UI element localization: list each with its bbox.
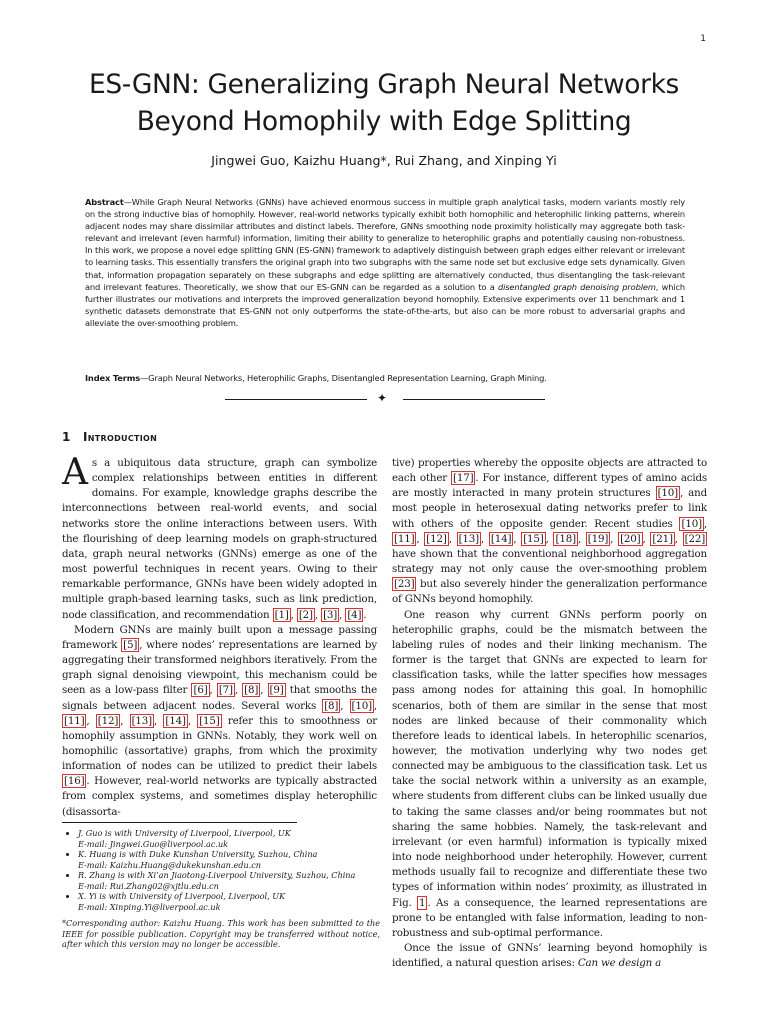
intro-paragraph-2: Modern GNNs are mainly built upon a message passing framework [5] , where nodes’ representations are learned by aggregating their transformed neighbors iteratively. From the graph signal denoising viewpoint, this mechanism could be seen as a low-pass filter [6] , [7] , [8] , [9] that smooths the signals between adjacent nodes. Several works [8] , [10] , [11] , [12] , [13] , [14] , [15] refer this to smoothness or homophily assumption in GNNs. Notably, they work well on homophilic (assortative) graphs, from which the proximity information of nodes can be utilized to predict their labels [16] . However, real-world networks are typically abstracted from complex systems, and sometimes display heterophilic (disassorta- (62, 623, 378, 818)
affiliation-text: • J. Guo is with University of Liverpool, Liverpool, UK (78, 828, 291, 838)
affiliation-item (78, 828, 380, 849)
paragraph-text: . However, real-world networks are typically abstracted from complex systems, and sometimes display heterophilic (disassorta- (62, 775, 377, 818)
citation-link[interactable]: [16] (64, 775, 85, 788)
citation-link[interactable]: [17] (452, 472, 474, 485)
research-question: Can we design a (577, 957, 662, 970)
abstract-text-2: , which further illustrates our motivations and interprets the improved generalization beyond homophily. Extensive experiments over 11 benchmark and 1 synthetic datasets demonstrate that ES-GNN not only outperforms the state-of-the-arts, but also can be more robust to adversarial graphs and alleviate the over-smoothing problem. (85, 281, 685, 328)
separator-line-left (225, 399, 367, 400)
index-terms-text: —Graph Neural Networks, Heterophilic Graphs, Disentangled Representation Learning, Graph Mining. (140, 373, 547, 383)
citation-link[interactable]: [23] (394, 578, 415, 591)
paper-title (40, 66, 728, 140)
citation-link[interactable]: [15] (199, 714, 220, 727)
citation-link[interactable]: [19] (587, 532, 609, 545)
citation-link[interactable]: [10] (657, 487, 678, 500)
intro-paragraph-4 (392, 608, 707, 941)
citation-link[interactable]: [11] (64, 714, 85, 727)
title-line-1: ES-GNN: Generalizing Graph Neural Networks (89, 69, 679, 100)
footnote-rule (62, 822, 297, 823)
separator-line-right (403, 399, 545, 400)
citation-link[interactable]: [14] (490, 532, 512, 545)
index-terms (85, 373, 685, 383)
title-line-2: Beyond Homophily with Edge Splitting (136, 106, 632, 137)
citation-link[interactable]: [12] (97, 714, 119, 727)
abstract-emphasis: disentangled graph denoising problem (497, 281, 656, 292)
left-column (62, 452, 378, 820)
section-separator (225, 392, 545, 408)
citation-link[interactable]: [3] (323, 608, 338, 621)
citation-link[interactable]: [8] (324, 699, 339, 712)
paragraph-text: s a ubiquitous data structure, graph can symbolize complex relationships between entities in different domains. For example, knowledge graphs describe the interconnections between real-world events, and social networks store the online interactions between users. With the flourishing of deep learning models on graph-structured data, graph neural networks (GNNs) emerge as one of the most powerful techniques in recent years. Owing to their remarkable performance, GNNs have been widely adopted in multiple graph-based learning tasks, such as link prediction, node classification, and recommendation (62, 457, 377, 621)
citation-link[interactable]: [4] (347, 608, 362, 621)
citation-link[interactable]: [14] (165, 714, 186, 727)
section-title: Introduction (83, 430, 158, 444)
affiliation-item (78, 849, 380, 870)
intro-paragraph-3: tive) properties whereby the opposite objects are attracted to each other [17] . For instance, different types of amino acids are mostly interacted in many protein structures [10] , and most people in heterosexual dating networks prefer to link with others of the opposite gender. Recent studies [10] , [11] , [12] , [13] , [14] , [15] , [18] , [19] , [20] , [21] , [22] have shown that the conventional neighborhood aggregation strategy may not only cause the over-smoothing problem [23] but also severely hinder the generalization performance of GNNs beyond homophily. (392, 457, 707, 606)
affiliation-email: E-mail: Jingwei.Guo@liverpool.ac.uk (78, 838, 229, 849)
affiliation-email: E-mail: Rui.Zhang02@xjtlu.edu.cn (78, 880, 219, 891)
affiliation-list (62, 828, 380, 912)
citation-link[interactable]: [13] (458, 532, 480, 545)
citation-link[interactable]: [1] (274, 608, 289, 621)
affiliation-item (78, 891, 380, 912)
affiliation-text: • K. Huang is with Duke Kunshan University, Suzhou, China (78, 849, 318, 859)
citation-link[interactable]: [10] (681, 517, 702, 530)
abstract-label: Abstract (85, 197, 124, 207)
author-list: Jingwei Guo, Kaizhu Huang*, Rui Zhang, and Xinping Yi (211, 153, 557, 168)
citation-link[interactable]: [11] (394, 532, 415, 545)
citation-link[interactable]: [21] (652, 532, 673, 545)
citation-link[interactable]: [7] (218, 684, 233, 697)
right-column (392, 456, 707, 971)
citation-link[interactable]: [9] (269, 684, 284, 697)
citation-link[interactable]: [8] (244, 684, 259, 697)
citation-link[interactable]: [6] (193, 684, 208, 697)
paragraph-text: have shown that the conventional neighborhood aggregation strategy may not only cause the over-smoothing problem (392, 547, 707, 576)
intro-paragraph-5 (392, 941, 707, 971)
citation-link[interactable]: [12] (426, 532, 447, 545)
paragraph-text: . For instance, different types of amino acids are mostly interacted in many protein structures (392, 472, 707, 500)
dropcap: A (62, 452, 88, 493)
paragraph-text: Modern GNNs are mainly built upon a message passing framework (62, 623, 377, 651)
citation-link[interactable]: [13] (131, 714, 153, 727)
citation-link[interactable]: [22] (684, 532, 706, 545)
paragraph-text: tive) properties whereby the opposite objects are attracted to each other (392, 457, 707, 485)
index-terms-label: Index Terms (85, 373, 141, 383)
citation-link[interactable]: [18] (555, 532, 576, 545)
paragraph-text: , where nodes’ representations are learned by aggregating their transformed neighbors iteratively. From the graph signal denoising viewpoint, this mechanism could be seen as a low-pass filter (62, 638, 377, 697)
citation-link[interactable]: [5] (123, 638, 138, 651)
paragraph-text: but also severely hinder the generalization performance of GNNs beyond homophily. (392, 578, 707, 606)
affiliation-item (78, 870, 380, 891)
paragraph-text: . As a consequence, the learned representations are prone to be entangled with false information, leading to non-robustness and sub-optimal performance. (392, 896, 707, 939)
affiliation-email: E-mail: Xinping.Yi@liverpool.ac.uk (78, 901, 221, 912)
citation-link[interactable]: [15] (523, 532, 544, 545)
paragraph-text: , and most people in heterosexual dating networks prefer to link with others of the opposite gender. Recent studies (392, 487, 707, 530)
intro-paragraph-1: As a ubiquitous data structure, graph can symbolize complex relationships between entities in different domains. For example, knowledge graphs describe the interconnections between real-world events, and social networks store the online interactions between users. With the flourishing of deep learning models on graph-structured data, graph neural networks (GNNs) emerge as one of the most powerful techniques in recent years. Owing to their remarkable performance, GNNs have been widely adopted in multiple graph-based learning tasks, such as link prediction, node classification, and recommendation [1] , [2] , [3] , [4] . (62, 452, 377, 621)
paragraph-text: Once the issue of GNNs’ learning beyond homophily is identified, a natural question arises: (392, 942, 707, 970)
citation-link[interactable]: [20] (620, 532, 641, 545)
page-number: 1 (700, 34, 706, 44)
paragraph-text: that smooths the signals between adjacent nodes. Several works (62, 684, 378, 712)
footnotes (62, 828, 380, 950)
affiliation-email: E-mail: Kaizhu.Huang@dukekunshan.edu.cn (78, 859, 261, 870)
abstract-text-1: —While Graph Neural Networks (GNNs) have achieved enormous success in multiple graph analytical tasks, modern variants mostly rely on the strong inductive bias of homophily. However, real-world networks typically exhibit both homophilic and heterophilic linking patterns, wherein adjacent nodes may share dissimilar attributes and distinct labels. Therefore, GNNs smoothing node proximity holistically may aggregate both task-relevant and irrelevant (even harmful) information, limiting their ability to generalize to heterophilic graphs and potentially causing non-robustness. In this work, we propose a novel edge splitting GNN (ES-GNN) framework to adaptively distinguish between graph edges either relevant or irrelevant to learning tasks. This essentially transfers the original graph into two subgraphs with the same node set but exclusive edge sets dynamically. Given that, information propagation separately on these subgraphs and edge splitting are alternatively conducted, thus disentangling the task-relevant and irrelevant features. Theoretically, we show that our ES-GNN can be regarded as a solution to a (85, 197, 685, 292)
paragraph-text: One reason why current GNNs perform poorly on heterophilic graphs, could be the mismatch between the labeling rules of nodes and their linking mechanism. The former is the target that GNNs are expected to learn for classification tasks, while the latter specifies how messages pass among nodes for attaining this goal. In homophilic scenarios, both of them are similar in the sense that most nodes are linked because of their commonality which therefore leads to identical labels. In heterophilic scenarios, however, the motivation underlying why two nodes get connected may be ambiguous to the classification task. Let us take the social network within a university as an example, where students from different clubs can be linked usually due to taking the same classes and/or being roommates but not sharing the same hobbies. Namely, the task-relevant and irrelevant (or even harmful) information is typically mixed into node neighborhood under heterophily. However, current methods usually fail to recognize and differentiate these two types of information within nodes’ proximity, as illustrated in Fig. (392, 608, 707, 909)
citation-link[interactable]: [2] (298, 608, 313, 621)
separator-star-icon: ✦ (377, 391, 388, 405)
abstract (85, 196, 685, 329)
citation-link[interactable]: [10] (351, 699, 372, 712)
section-number: 1 (62, 430, 71, 444)
corresponding-author-note: *Corresponding author: Kaizhu Huang. This work has been submitted to the IEEE for possible publication. Copyright may be transferred without notice, after which this version may no longer be accessible. (62, 918, 380, 949)
affiliation-text: • R. Zhang is with Xi’an Jiaotong-Liverpool University, Suzhou, China (78, 870, 356, 880)
affiliation-text: • X. Yi is with University of Liverpool, Liverpool, UK (78, 891, 286, 901)
figure-link[interactable]: 1 (419, 896, 426, 909)
paragraph-text: refer this to smoothness or homophily assumption in GNNs. Notably, they work well on homophilic (assortative) graphs, from which the proximity information of nodes can be utilized to predict their labels (62, 714, 378, 773)
